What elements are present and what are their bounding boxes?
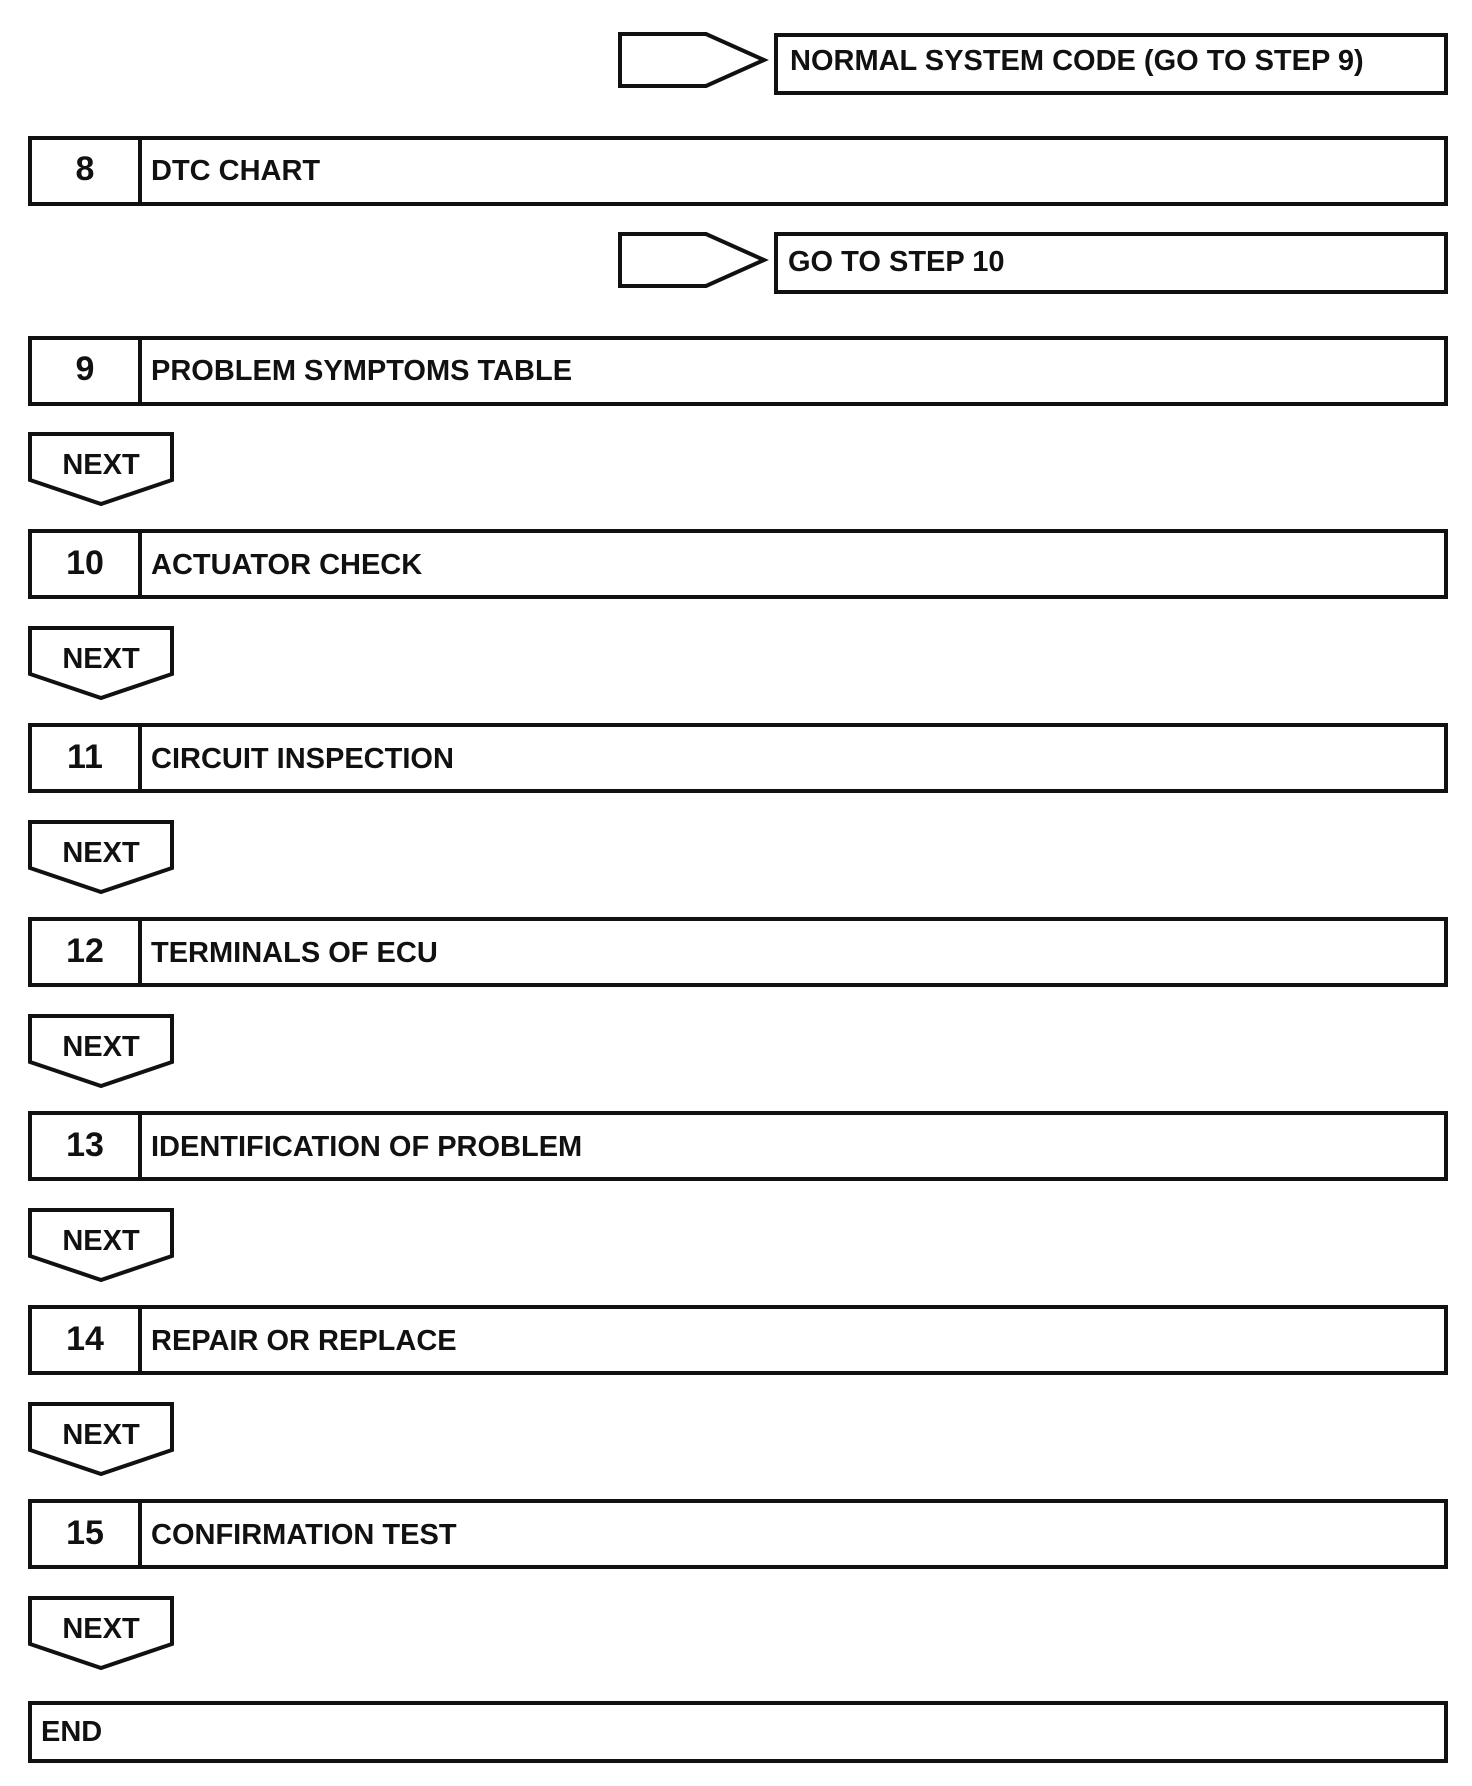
step-label: PROBLEM SYMPTOMS TABLE <box>151 355 573 387</box>
step-number: 10 <box>66 544 104 582</box>
end-box <box>30 1703 1446 1761</box>
next-label: NEXT <box>62 837 140 869</box>
step-label: REPAIR OR REPLACE <box>151 1325 457 1357</box>
next-arrow <box>30 1016 172 1086</box>
step-number: 8 <box>75 150 95 188</box>
step-number: 15 <box>66 1514 104 1552</box>
branch-arrow-icon <box>620 34 764 86</box>
step-label: TERMINALS OF ECU <box>151 937 438 969</box>
branch-go-to-step-10 <box>620 234 1446 292</box>
next-label: NEXT <box>62 1031 140 1063</box>
next-label: NEXT <box>62 1419 140 1451</box>
step-number: 11 <box>67 738 103 776</box>
step-number: 14 <box>66 1320 104 1358</box>
next-label: NEXT <box>62 1613 140 1645</box>
next-arrow <box>30 822 172 892</box>
step-11 <box>30 725 1446 791</box>
step-number: 12 <box>66 932 104 970</box>
step-8 <box>30 138 1446 204</box>
step-label: CIRCUIT INSPECTION <box>151 743 454 775</box>
step-10 <box>30 531 1446 597</box>
step-number: 9 <box>75 350 95 388</box>
next-arrow <box>30 434 172 504</box>
next-arrow <box>30 1404 172 1474</box>
step-15 <box>30 1501 1446 1567</box>
branch-label: GO TO STEP 10 <box>788 246 1005 278</box>
next-label: NEXT <box>62 643 140 675</box>
step-14 <box>30 1307 1446 1373</box>
end-step <box>30 1703 1446 1761</box>
step-13 <box>30 1113 1446 1179</box>
step-label: DTC CHART <box>151 155 321 187</box>
branch-normal-system-code <box>620 34 1446 93</box>
branch-arrow-icon <box>620 234 764 286</box>
step-label: ACTUATOR CHECK <box>151 549 423 581</box>
step-label: IDENTIFICATION OF PROBLEM <box>151 1131 583 1163</box>
step-9 <box>30 338 1446 404</box>
end-label: END <box>41 1716 103 1748</box>
next-label: NEXT <box>62 1225 140 1257</box>
next-label: NEXT <box>62 449 140 481</box>
next-arrow <box>30 628 172 698</box>
step-12 <box>30 919 1446 985</box>
step-number: 13 <box>66 1126 104 1164</box>
next-arrow <box>30 1210 172 1280</box>
next-arrow <box>30 1598 172 1668</box>
branch-label: NORMAL SYSTEM CODE (GO TO STEP 9) <box>790 45 1364 77</box>
step-label: CONFIRMATION TEST <box>151 1519 457 1551</box>
